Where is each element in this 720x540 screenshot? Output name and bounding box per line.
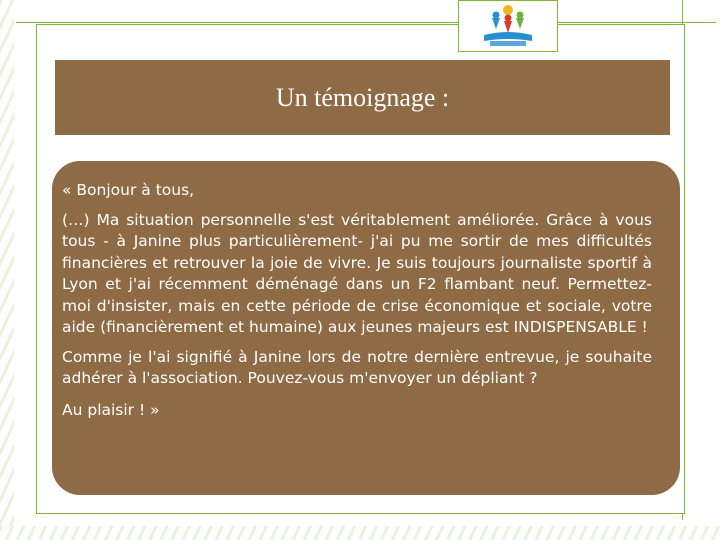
decorative-stripe-bottom (0, 526, 720, 540)
slide-title: Un témoignage : (275, 82, 450, 112)
quote-closing: Au plaisir ! » (62, 400, 160, 419)
quote-greeting: « Bonjour à tous, (62, 181, 195, 199)
frame-line-horizontal (16, 22, 716, 23)
quote-paragraph-2: Comme je l'ai signifié à Janine lors de notre dernière entrevue, je souhaite adhérer à l'association. Pouvez-vous m'envoyer un dépliant ? (62, 347, 652, 387)
logo-container (458, 0, 558, 52)
title-bar (55, 60, 670, 135)
quote-paragraph-1: (…) Ma situation personnelle s'est véritablement améliorée. Grâce à vous tous - à Janine plus particulièrement- j'ai pu me sortir de mes difficultés financières et retrouver la joie de vivre. Je suis toujours journaliste sportif à Lyon et j'ai récemment déménagé dans un F2 flambant neuf. Permettez-moi d'insister, mais en cette période de crise économique et sociale, votre aide (financièrement et humaine) aux jeunes majeurs est INDISPENSABLE ! (62, 210, 652, 336)
testimonial-quote (62, 180, 652, 421)
association-logo-icon (476, 3, 540, 49)
decorative-stripe-left (0, 0, 14, 540)
